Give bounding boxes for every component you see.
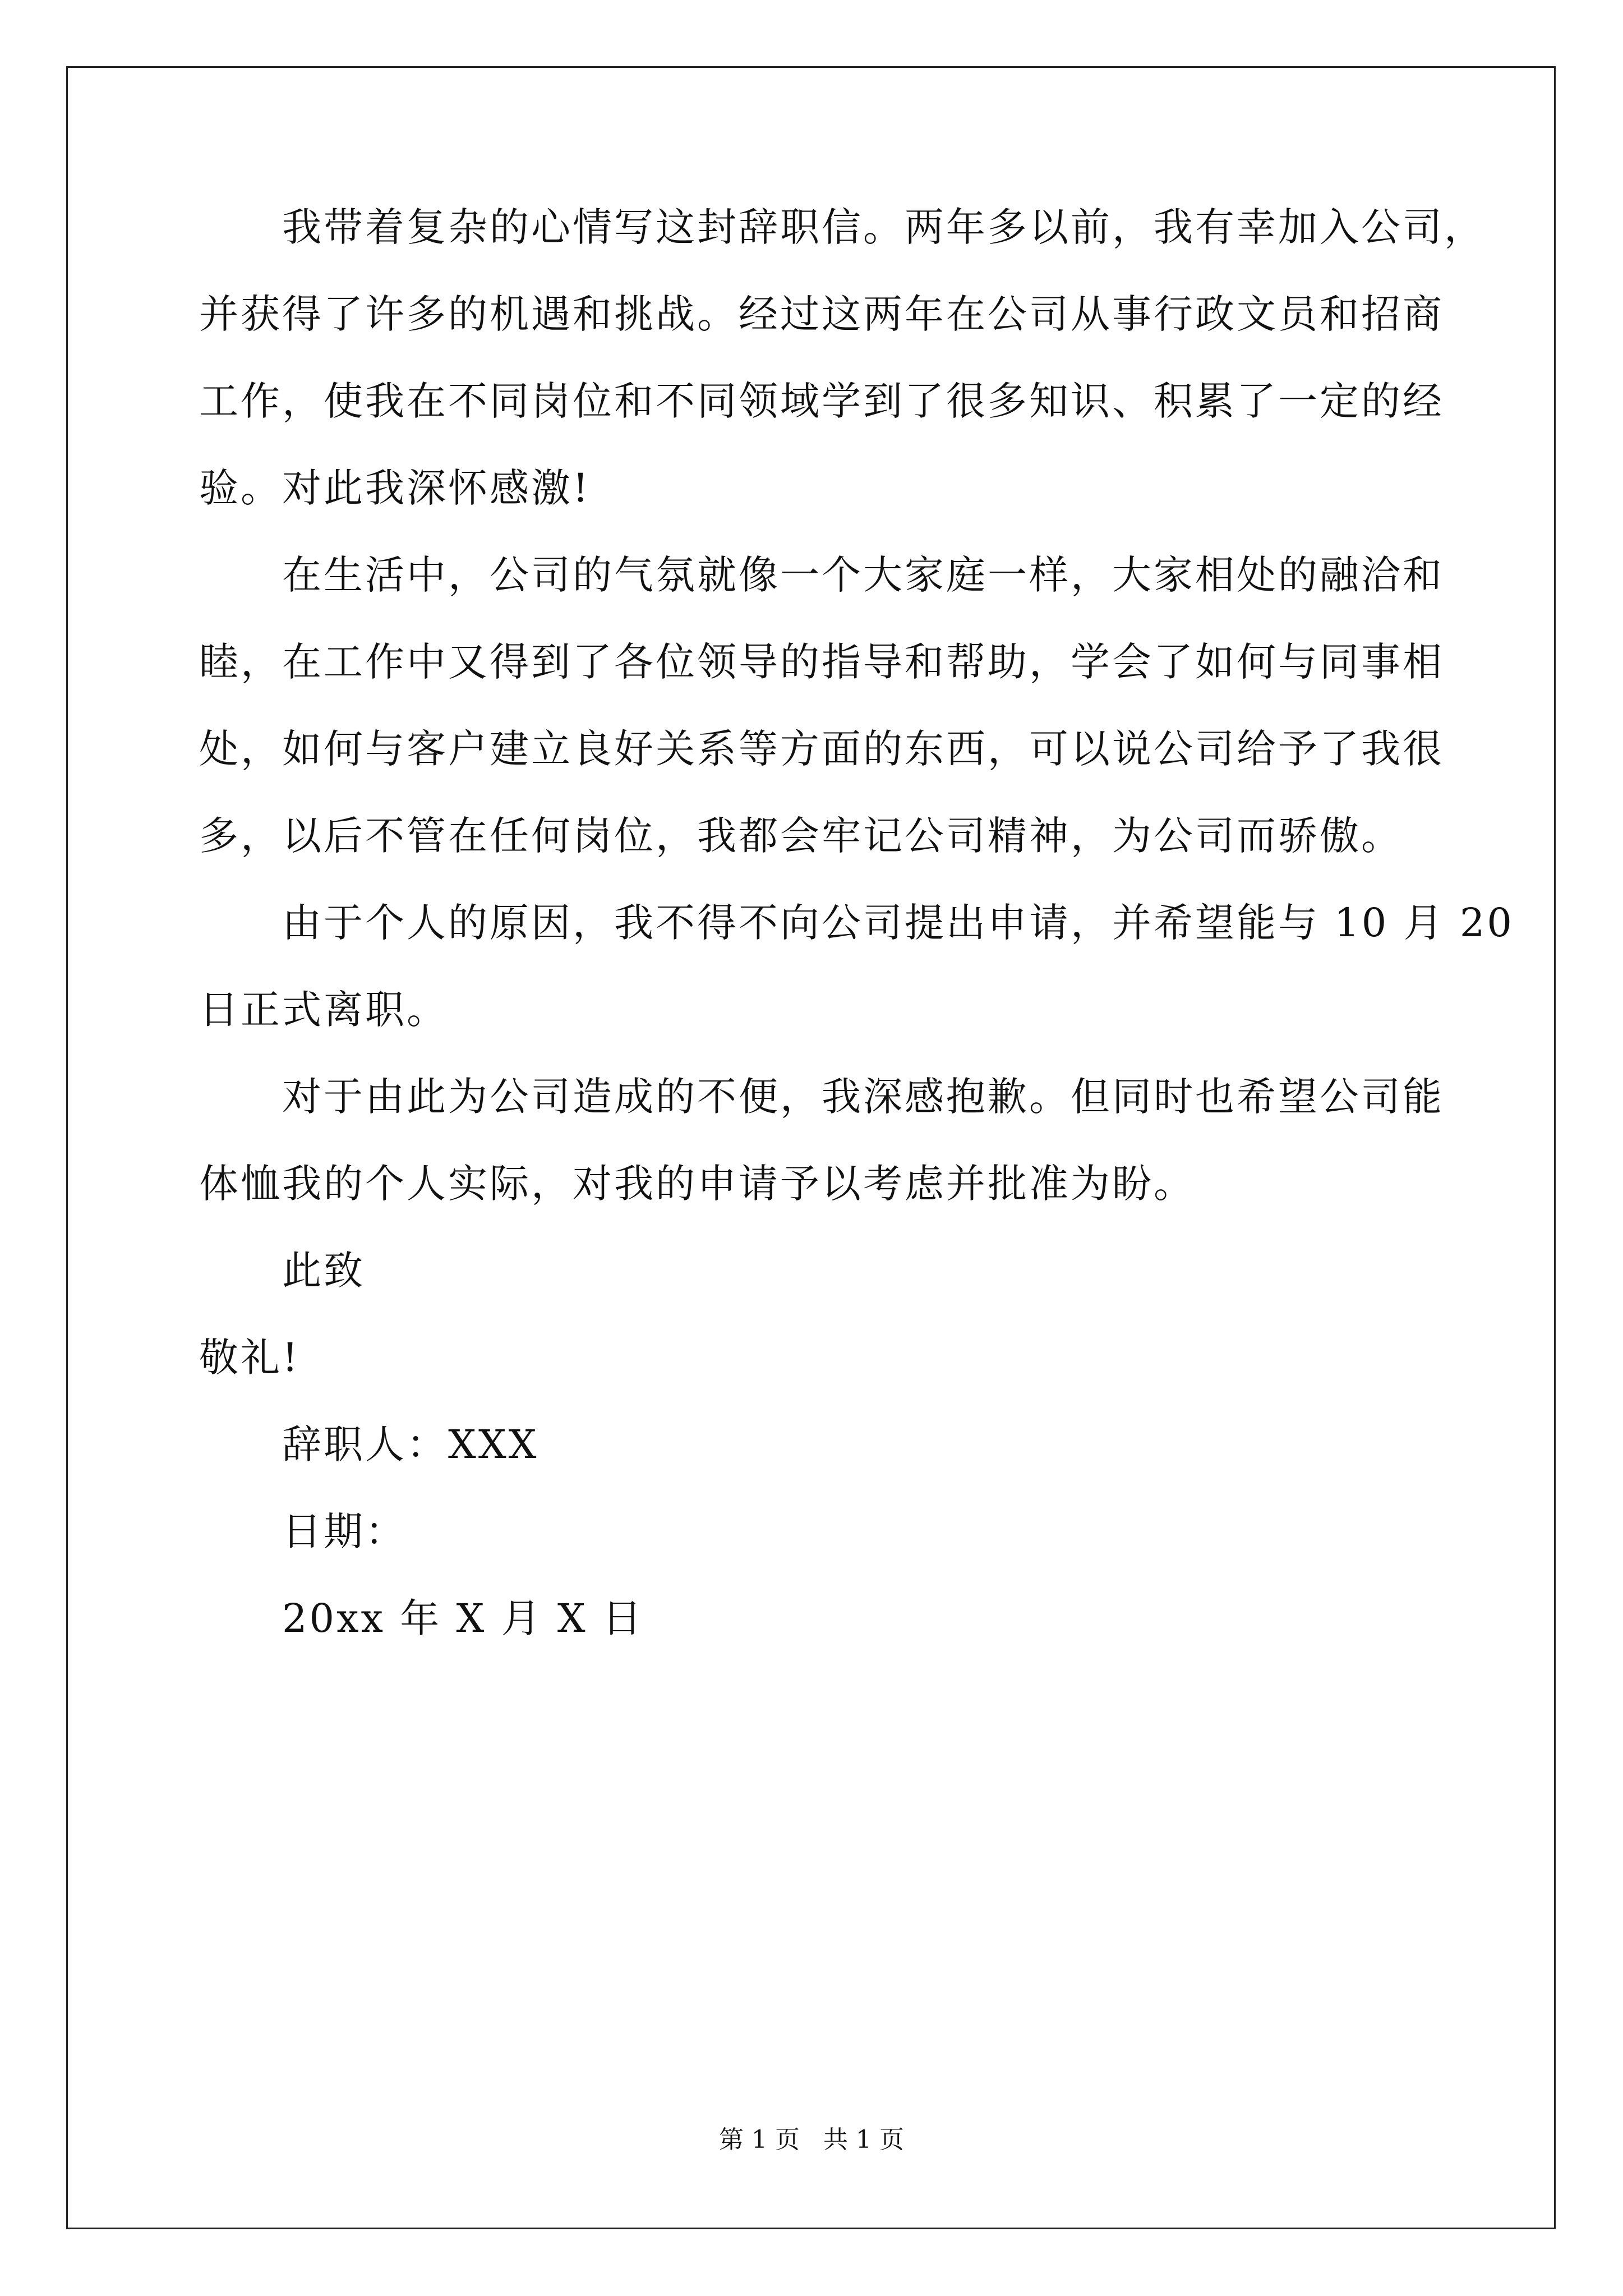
paragraph-4-line-2: 体恤我的个人实际，对我的申请予以考虑并批准为盼。 (199, 1161, 1195, 1207)
paragraph-1-line-1: 我带着复杂的心情写这封辞职信。两年多以前，我有幸加入公司， (282, 204, 1486, 250)
paragraph-4-line-1: 对于由此为公司造成的不便，我深感抱歉。但同时也希望公司能 (282, 1074, 1444, 1120)
paragraph-3-line-1: 由于个人的原因，我不得不向公司提出申请，并希望能与 10 月 20 (282, 900, 1514, 946)
paragraph-2-line-4: 多，以后不管在任何岗位，我都会牢记公司精神，为公司而骄傲。 (199, 813, 1403, 859)
page-footer: 第 1 页 共 1 页 (719, 2125, 904, 2154)
signer-line: 辞职人：XXX (282, 1421, 539, 1467)
date-value: 20xx 年 X 月 X 日 (282, 1595, 644, 1641)
paragraph-3-line-2: 日正式离职。 (199, 987, 448, 1033)
paragraph-1-line-2: 并获得了许多的机遇和挑战。经过这两年在公司从事行政文员和招商 (199, 291, 1444, 337)
salutation: 敬礼! (199, 1335, 301, 1381)
paragraph-1-line-3: 工作，使我在不同岗位和不同领域学到了很多知识、积累了一定的经 (199, 378, 1444, 424)
paragraph-2-line-1: 在生活中，公司的气氛就像一个大家庭一样，大家相处的融洽和 (282, 552, 1444, 598)
date-label: 日期： (282, 1508, 407, 1554)
closing-phrase: 此致 (282, 1248, 365, 1294)
paragraph-2-line-2: 睦，在工作中又得到了各位领导的指导和帮助，学会了如何与同事相 (199, 639, 1444, 685)
paragraph-2-line-3: 处，如何与客户建立良好关系等方面的东西，可以说公司给予了我很 (199, 726, 1444, 772)
paragraph-1-line-4: 验。对此我深怀感激! (199, 465, 591, 511)
